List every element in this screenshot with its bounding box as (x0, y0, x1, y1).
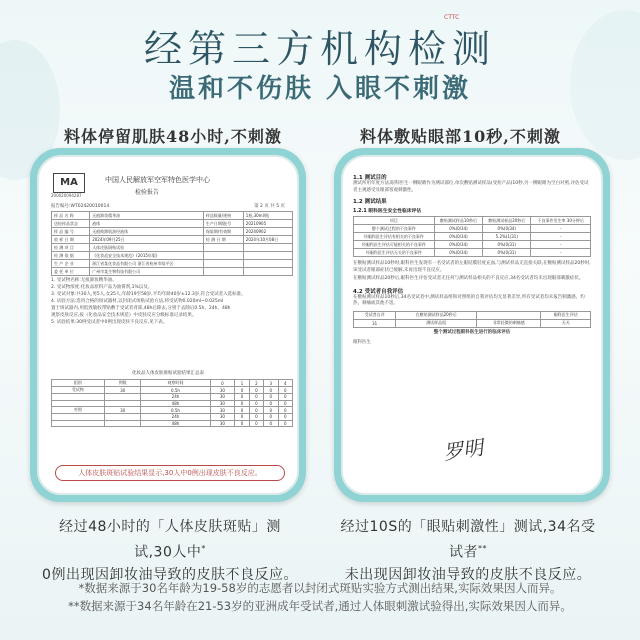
results-cell: 0.5h (141, 407, 210, 414)
results-cell: 30 (210, 400, 235, 407)
info-cell (203, 260, 243, 268)
results-row (52, 420, 293, 427)
info-cell: 液体 (90, 220, 204, 228)
results-cell: 观察时间 (141, 380, 210, 387)
left-caption-line-2: 0例出现因卸妆油导致的皮肤不良反应。 (42, 566, 298, 583)
results-cell: 0 (235, 400, 249, 407)
results-cell: 0 (278, 387, 292, 394)
info-cell: 广州市某生物科技有限公司 (90, 268, 204, 276)
left-report-frame (30, 148, 306, 502)
report-organization: 中国人民解放军空军特色医学中心 (105, 176, 210, 184)
results-cell: 30 (210, 407, 235, 414)
section-purpose: 1.1 测试目的 (353, 175, 387, 181)
results-cell: 30 (104, 387, 141, 394)
footnote-1: *数据来源于30名年龄为19-58岁的志愿者以封闭式斑贴实验方式测出结果,实际效果因人而异。 (78, 581, 562, 595)
left-caption (40, 516, 300, 586)
results-cell: 30 (210, 394, 235, 401)
results-cell: 受试物 (52, 387, 105, 394)
results-cell: 0 (264, 420, 278, 427)
results-cell: 0 (235, 387, 249, 394)
right-caption (338, 516, 598, 586)
ma-cert-number: 200020094287 (51, 193, 82, 198)
results-cell: 0 (249, 414, 263, 421)
results-cell (104, 420, 141, 427)
info-cell (243, 260, 292, 268)
results-cell: 0 (210, 380, 235, 387)
results-row (52, 380, 293, 387)
clinical-cell: 敷贴测试样品20秒后 (483, 217, 531, 225)
self-eval-cell: 无关 (541, 319, 591, 327)
right-report-card (341, 155, 603, 495)
patch-test-report (49, 165, 287, 485)
right-caption-line-2: 未出现因卸妆油导致的皮肤不良反应。 (344, 566, 592, 583)
results-cell: 24h (141, 414, 210, 421)
clinical-cell: 0%(0/31) (483, 241, 531, 249)
self-eval-cell: 眼科医生评估 (541, 311, 591, 319)
eye-test-report (353, 165, 591, 485)
results-cell: 30 (210, 414, 235, 421)
results-cell: 48h (141, 420, 210, 427)
results-cell: 0 (235, 414, 249, 421)
results-cell: 0.5h (141, 387, 210, 394)
clinical-cell: - (531, 249, 591, 257)
results-cell: 0 (264, 394, 278, 401)
self-eval-cell: 31 (354, 319, 396, 327)
clinical-cell: 不良事件发生率 30分钟后 (531, 217, 591, 225)
sign-label: 眼科医生 (353, 340, 371, 345)
results-cell: 0 (264, 414, 278, 421)
results-cell: 3 (264, 380, 278, 387)
info-cell: 生产日期/批号 (203, 220, 243, 228)
info-row (52, 252, 293, 260)
self-eval-cell: 受试者自评 (354, 311, 396, 319)
left-caption-text-1: 经过48小时的「人体皮肤斑贴」测试,30人中 (59, 519, 281, 561)
clinical-cell: 0%(0/34) (483, 225, 531, 233)
info-cell: 1瓶,30ml/瓶 (243, 212, 292, 220)
report-number: 报告编号:WT02420010014 (51, 204, 110, 209)
info-row (52, 268, 293, 276)
report-body-line: 2. 受试物浓度:化妆品原料产品为油膏剂,1%以及。 (51, 285, 153, 290)
info-cell: 样 品 名 称 (52, 212, 90, 220)
section-self-eval: 4.2 受试者自我评估 (353, 288, 404, 295)
report-body-line: 5. 试验结果:30例受试者中0例出现皮肤不良反应,见下表。 (51, 320, 168, 325)
purpose-text: 测试所用年度方法,眼科医生一侧眼睛作为测试部位,单次敷贴测试样品(受检产品)10秒,另一侧眼睛为空白对照,评估受试者主观感受及眼部客观刺激性。 (353, 181, 589, 193)
self-eval-row (354, 319, 591, 327)
results-table-title: 化妆品人体皮肤斑贴试验结果汇总表 (132, 371, 204, 376)
info-cell: 2024年10月08日 (243, 236, 292, 244)
info-cell: 生 产 企 业 (52, 260, 90, 268)
clinical-row (354, 225, 591, 233)
clinical-cell: 项目 (354, 217, 435, 225)
info-cell: 人体皮肤斑贴试验 (90, 244, 204, 252)
section-clinical: 1.2.1 眼科医生安全性临床评估 (353, 209, 422, 214)
results-cell: 0 (264, 407, 278, 414)
clinical-cell: 0%(0/34) (434, 241, 482, 249)
page-title: 经第三方机构检测 (143, 27, 496, 71)
results-cell: 2 (249, 380, 263, 387)
clinical-cell: - (531, 241, 591, 249)
results-cell: 例数 (104, 380, 141, 387)
report-info-table (51, 211, 293, 276)
results-row (52, 387, 293, 394)
right-section-heading: 料体敷贴眼部10秒,不刺激 (360, 127, 561, 146)
results-cell: 0 (278, 420, 292, 427)
info-row (52, 212, 293, 220)
info-cell: 浙江省某化妆品有限公司 浙江省杭州市临平区 (90, 260, 204, 268)
clinical-cell: 经眼科医生评估可能相关的不良事件 (354, 241, 435, 249)
clinical-cell: 经眼科医生评估有相关的不良事件 (354, 233, 435, 241)
clinical-cell: 5.2%(1/31) (483, 233, 531, 241)
results-cell: 0 (278, 414, 292, 421)
info-cell (243, 252, 292, 260)
info-cell: 《化妆品安全技术规范》(2015年版) (90, 252, 204, 260)
results-cell: 30 (104, 407, 141, 414)
self-eval-cell: 非常轻微的刺痛感 (477, 319, 541, 327)
info-cell: 无痕卸妆精华油 (90, 212, 204, 220)
results-cell: 30 (210, 387, 235, 394)
left-report-card (37, 155, 299, 495)
ma-cert-logo: MA (53, 173, 85, 193)
info-cell (243, 268, 292, 276)
info-cell: 无痕换卸肌油经液体 (90, 228, 204, 236)
section-results: 1.2 测试结果 (353, 199, 387, 205)
clinical-cell: 0%(0/31) (483, 249, 531, 257)
info-cell: 保质期/有效期 (203, 228, 243, 236)
results-cell: 4 (278, 380, 292, 387)
clinical-cell: - (531, 225, 591, 233)
report-body-line: 置于斑试器内,用低致敏胶带贴敷于受试者背部,48h后除去,分别于去除后0.5h、24h、48h (51, 306, 231, 311)
info-cell: 收 样 日 期 (52, 236, 90, 244)
clinical-table (353, 216, 591, 257)
info-cell: 检 测 依 据 (52, 252, 90, 260)
results-cell: 组别 (52, 380, 105, 387)
info-cell (203, 244, 243, 252)
results-cell: 1 (235, 380, 249, 387)
results-cell (52, 420, 105, 427)
info-cell: 检 测 日 期 (203, 236, 243, 244)
results-cell: 48h (141, 400, 210, 407)
report-body-line: 4. 试验方法:选用合格的斑试器材,以封闭式斑贴试验方法,将受试物0.020ml~0.025ml (51, 299, 224, 304)
info-cell (203, 252, 243, 260)
clinical-cell: 0%(0/34) (434, 249, 482, 257)
info-cell (203, 268, 243, 276)
results-cell: 对照 (52, 407, 105, 414)
results-cell: 0 (249, 400, 263, 407)
results-cell: 0 (278, 400, 292, 407)
results-row (52, 407, 293, 414)
left-caption-line-1 (40, 516, 300, 564)
results-cell: 0 (278, 394, 292, 401)
info-cell: 20240902 (243, 228, 292, 236)
title-mark: CTTC (444, 14, 460, 21)
info-row (52, 228, 293, 236)
results-table (51, 379, 293, 427)
results-cell: 0 (235, 420, 249, 427)
page-subtitle: 温和不伤肤 入眼不刺激 (168, 74, 472, 104)
results-cell: 30 (210, 420, 235, 427)
right-caption-mark: ** (478, 544, 487, 553)
info-row (52, 244, 293, 252)
info-row (52, 220, 293, 228)
results-cell: 0 (264, 400, 278, 407)
self-eval-cell: 测试样品组 (396, 319, 477, 327)
report-meta (51, 203, 285, 209)
report-body (51, 277, 285, 326)
left-caption-mark: * (201, 544, 206, 553)
info-cell: 20210905 (243, 220, 292, 228)
self-eval-cell: 在敷贴测试样品20秒后 (396, 311, 477, 319)
clinical-row (354, 241, 591, 249)
results-cell: 0 (249, 420, 263, 427)
info-cell (243, 244, 292, 252)
info-cell: 2024年09月25日 (90, 236, 204, 244)
clinical-row (354, 233, 591, 241)
info-cell: 样 品 编 号 (52, 228, 90, 236)
clinical-paragraph-2: 在敷贴测试样品20秒后,眼科医生评估受试者无任何与测试样品相关的不良反应,34名受试者均未出现眼部刺激症状。 (353, 276, 584, 281)
footnote-2: **数据来源于34名年龄在21-53岁的亚洲成年受试者,通过人体眼刺激试验得出,实际效果因人而异。 (68, 599, 572, 613)
results-cell: 0 (249, 387, 263, 394)
right-caption-line-1 (338, 516, 598, 564)
clinical-cell: 经眼科医生评估无关的不良事件 (354, 249, 435, 257)
right-caption-text-1: 经过10S的「眼贴刺激性」测试,34名受试者 (340, 519, 596, 561)
info-row (52, 260, 293, 268)
report-body-line: 观察皮肤反应,按《化妆品安全技术规范》中皮肤反应分级标准记录结果。 (51, 313, 197, 318)
results-cell: 0 (235, 407, 249, 414)
results-cell: 0 (278, 407, 292, 414)
left-section-heading: 料体停留肌肤48小时,不刺激 (64, 127, 282, 146)
self-eval-row (354, 311, 591, 319)
report-body-line: 1. 受试物名称:无痕卸妆精华油。 (51, 278, 117, 283)
report-title: 检验报告 (135, 189, 160, 196)
self-eval-cell (477, 311, 541, 319)
results-cell: 24h (141, 394, 210, 401)
clinical-cell: 整个测试过程的不良事件 (354, 225, 435, 233)
results-cell: 0 (249, 394, 263, 401)
self-eval-paragraph: 在敷贴测试样品10秒后,34名受试者中,测试样品组和对照组的自我评估均无显著差异,所有受试者均未报告刺激感、灼热、刺痛或其他不适。 (353, 294, 585, 306)
clinical-row (354, 217, 591, 225)
results-cell: 0 (235, 394, 249, 401)
self-eval-caption: 整个测试过程眼科医生进行的临床评估 (433, 329, 511, 335)
right-report-frame (334, 148, 610, 502)
clinical-cell: 0%(0/34) (434, 233, 482, 241)
info-cell: 样品数量/规格 (203, 212, 243, 220)
info-cell: 检 测 项 目 (52, 244, 90, 252)
info-cell: 送检样品状态 (52, 220, 90, 228)
report-body-line: 3. 受试对象:共30人,男5人,女25人,年龄19至58岁,平均年龄40岁±12.3岁,符合受试者入选标准。 (51, 292, 246, 297)
clinical-cell: 敷贴测试样品10秒后 (434, 217, 482, 225)
doctor-signature: 罗明 (441, 435, 485, 465)
clinical-row (354, 249, 591, 257)
clinical-paragraph-1: 在敷贴测试样品10秒时,眼科医生发现有一名受试者的左眼结膜轻度充血,与测试样品无直接关联,在敷贴测试样品20秒时,该受试者眼部症状已缓解,未再出现不良反应。 (353, 261, 591, 273)
report-page: 第 2 页 共 5 页 (254, 204, 285, 209)
clinical-cell: 0%(0/34) (434, 225, 482, 233)
self-eval-table (353, 311, 591, 328)
results-cell: 0 (249, 407, 263, 414)
result-highlight: 人体皮肤斑贴试验结果显示,30人中0例出现皮肤不良反应。 (55, 465, 285, 481)
info-cell: 委 托 单 位 (52, 268, 90, 276)
info-row (52, 236, 293, 244)
clinical-cell: - (531, 233, 591, 241)
results-cell: 0 (264, 387, 278, 394)
